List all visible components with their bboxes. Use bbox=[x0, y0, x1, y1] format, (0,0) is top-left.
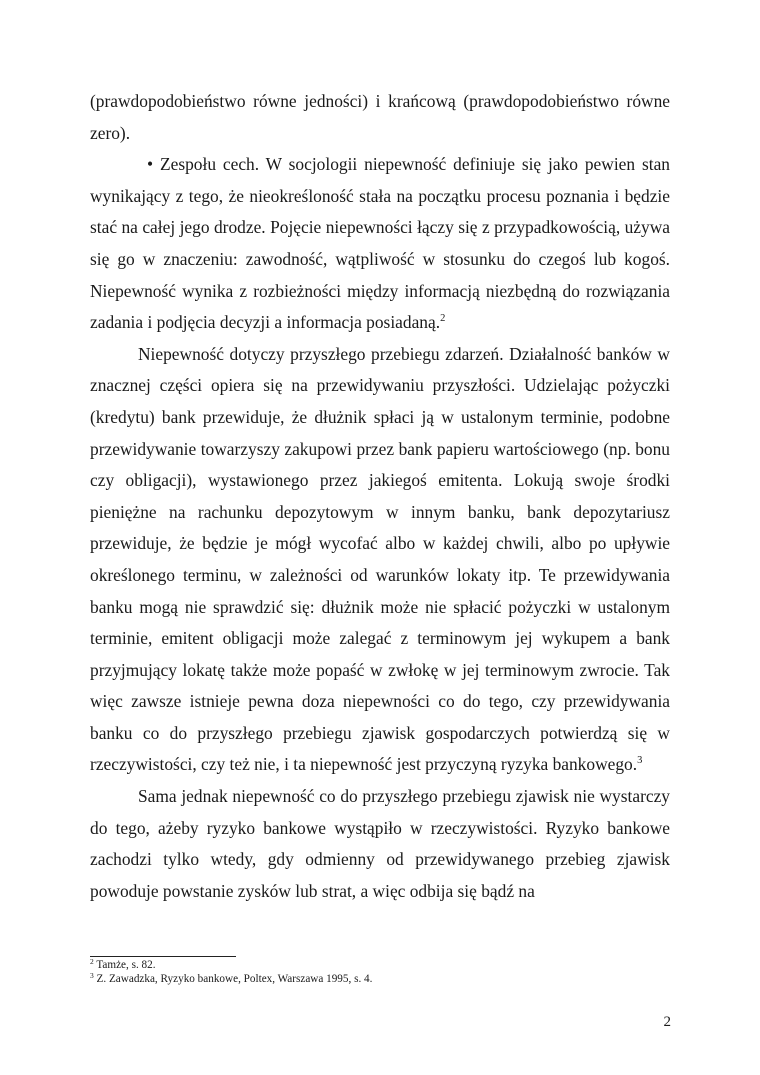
footnote-ref-3[interactable]: 3 bbox=[637, 755, 643, 767]
footnotes bbox=[90, 958, 670, 986]
footnote-separator bbox=[90, 956, 236, 957]
body-text bbox=[90, 86, 670, 907]
paragraph-banking-risk: Sama jednak niepewność co do przyszłego przebiegu zjawisk nie wystarczy do tego, ażeby ryzyko bankowe wystąpiło w rzeczywistości. Ryzyko bankowe zachodzi tylko wtedy, gdy odmienny od przewidywanego przebieg zjawisk powoduje powstanie zysków lub strat, a więc odbija się bądź na bbox=[90, 786, 670, 901]
footnote-item: $^2$ Tamże, s. 82. bbox=[90, 957, 156, 971]
page-number: 2 bbox=[663, 1014, 671, 1030]
bullet-icon: • bbox=[147, 154, 154, 175]
footnote-item: $^3$ Z. Zawadzka, Ryzyko bankowe, Poltex, Warszawa 1995, s. 4. bbox=[90, 971, 373, 985]
footnote-ref-2[interactable]: 2 bbox=[440, 313, 446, 325]
paragraph-bullet: • Zespołu cech. W socjologii niepewność definiuje się jako pewien stan wynikający z tego, że nieokreśloność stała na początku procesu poznania i będzie stać na całej jego drodze. Pojęcie niepewności łączy się z przypadkowością, używa się go w znaczeniu: zawodność, wątpliwość w stosunku do czegoś lub kogoś. Niepewność wynika z rozbieżności między informacją niezbędną do rozwiązania zadania i podjęcia decyzji a informacja posiadaną.$^2$ bbox=[90, 154, 670, 333]
paragraph-continuation: (prawdopodobieństwo równe jedności) i krańcową (prawdopodobieństwo równe zero). bbox=[90, 91, 670, 143]
paragraph-uncertainty: Niepewność dotyczy przyszłego przebiegu zdarzeń. Działalność banków w znacznej części opiera się na przewidywaniu przyszłości. Udzielając pożyczki (kredytu) bank przewiduje, że dłużnik spłaci ją w ustalonym terminie, podobne przewidywanie towarzyszy zakupowi przez bank papieru wartościowego (np. bonu czy obligacji), wystawionego przez jakiegoś emitenta. Lokują swoje środki pieniężne na rachunku depozytowym w innym banku, bank depozytariusz przewiduje, że będzie je mógł wycofać albo w każdej chwili, albo po upływie określonego terminu, w zależności od warunków lokaty itp. Te przewidywania banku mogą nie sprawdzić się: dłużnik może nie spłacić pożyczki w ustalonym terminie, emitent obligacji może zalegać z terminowym jej wykupem a bank przyjmujący lokatę także może popaść w zwłokę w jej terminowym zwrocie. Tak więc zawsze istnieje pewna doza niepewności co do tego, czy przewidywania banku co do przyszłego przebiegu zjawisk gospodarczych potwierdzą się w rzeczywistości, czy też nie, i ta niepewność jest przyczyną ryzyka bankowego.$^3$ bbox=[90, 343, 670, 775]
